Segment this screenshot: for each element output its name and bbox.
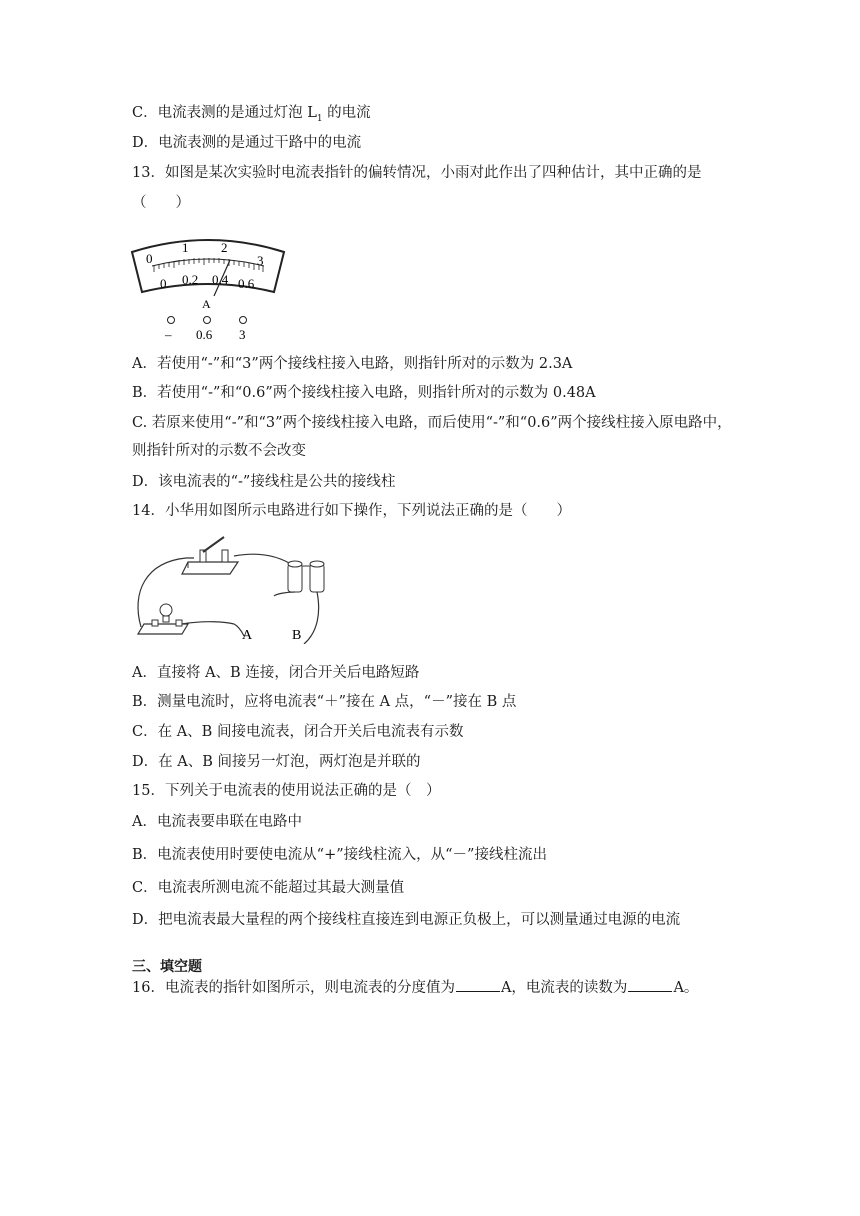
circuit-label-b: B xyxy=(292,628,302,643)
option-b13: B．若使用“-”和“0.6”两个接线柱接入电路，则指针所对的示数为 0.48A xyxy=(132,385,596,401)
option-a13: A．若使用“-”和“3”两个接线柱接入电路，则指针所对的示数为 2.3A xyxy=(132,356,573,372)
terminal-0-6: 0.6 xyxy=(196,327,213,342)
option-a14: A．直接将 A、B 连接，闭合开关后电路短路 xyxy=(132,665,420,681)
option-d15: D．把电流表最大量程的两个接线柱直接连到电源正负极上，可以测量通过电源的电流 xyxy=(132,912,681,928)
top-scale-1: 1 xyxy=(182,240,189,255)
section-title-fill-blank: 三、填空题 xyxy=(132,959,202,975)
bottom-scale-1: 0.2 xyxy=(182,272,199,287)
option-c15: C．电流表所测电流不能超过其最大测量值 xyxy=(132,880,405,896)
option-b15: B．电流表使用时要使电流从“+”接线柱流入，从“－”接线柱流出 xyxy=(132,847,547,863)
option-c13-line1: C. 若原来使用“-”和“3”两个接线柱接入电路，而后使用“-”和“0.6”两个接线柱接入原电路中， xyxy=(132,415,732,431)
terminal-minus: – xyxy=(165,327,172,342)
circuit-label-a: A xyxy=(242,628,253,643)
question-13: 13．如图是某次实验时电流表指针的偏转情况，小雨对此作出了四种估计，其中正确的是 xyxy=(132,165,702,181)
circuit-figure xyxy=(126,532,356,644)
option-c14: C．在 A、B 间接电流表，闭合开关后电流表有示数 xyxy=(132,724,464,740)
option-c13-line2: 则指针所对的示数不会改变 xyxy=(132,443,306,459)
answer-blank-2[interactable] xyxy=(628,977,672,992)
question-15: 15．下列关于电流表的使用说法正确的是（ ） xyxy=(132,783,441,799)
option-d13: D．该电流表的“-”接线柱是公共的接线柱 xyxy=(132,474,396,490)
top-scale-0: 0 xyxy=(146,251,153,266)
answer-blank-1[interactable] xyxy=(456,977,500,992)
ammeter-unit: A xyxy=(202,297,211,311)
ammeter-figure xyxy=(126,232,291,344)
top-scale-3: 3 xyxy=(257,253,264,268)
top-scale-2: 2 xyxy=(221,240,228,255)
option-d12: D．电流表测的是通过干路中的电流 xyxy=(132,135,362,151)
option-a15: A．电流表要串联在电路中 xyxy=(132,814,302,830)
bottom-scale-3: 0.6 xyxy=(238,276,255,291)
question-13-paren: （ ） xyxy=(132,195,190,211)
terminal-3: 3 xyxy=(239,327,246,342)
option-d14: D．在 A、B 间接另一灯泡，两灯泡是并联的 xyxy=(132,754,421,770)
bottom-scale-0: 0 xyxy=(160,276,167,291)
question-16: 16．电流表的指针如图所示，则电流表的分度值为 A，电流表的读数为 A。 xyxy=(132,977,698,998)
question-14: 14．小华用如图所示电路进行如下操作，下列说法正确的是（ ） xyxy=(132,503,571,519)
option-c12: C．电流表测的是通过灯泡 $L_1$ 的电流 xyxy=(132,105,371,124)
bottom-scale-2: 0.4 xyxy=(212,272,229,287)
option-b14: B．测量电流时，应将电流表“＋”接在 A 点，“－”接在 B 点 xyxy=(132,694,517,710)
